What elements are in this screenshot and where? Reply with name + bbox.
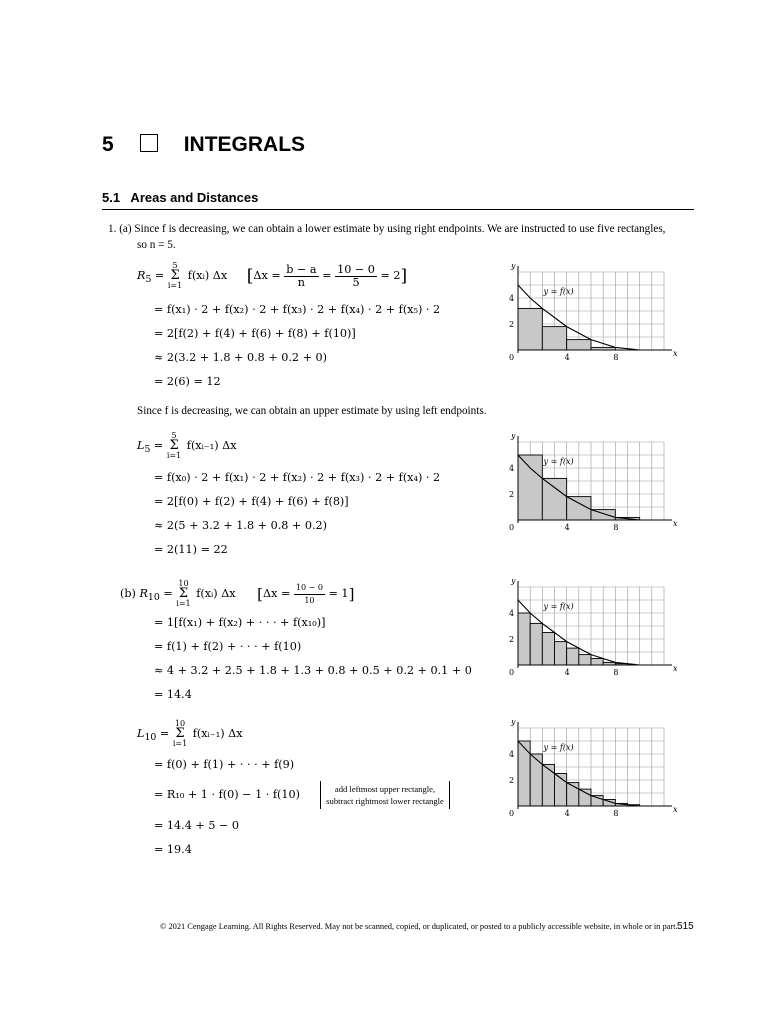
y-axis-label: y — [511, 434, 516, 440]
bar — [567, 648, 579, 665]
problem-1a-intro: 1. (a) Since f is decreasing, we can obtain a lower estimate by using right endpoints. We are instructed to use five rectangles, — [108, 223, 666, 235]
x-tick-label: 0 — [509, 668, 515, 677]
r10-step-3: ≈ 4 + 3.2 + 2.5 + 1.8 + 1.3 + 0.8 + 0.5 + 0.2 + 0.1 + 0 — [154, 664, 472, 677]
bar — [591, 659, 603, 666]
curve-label: y = f(x) — [543, 457, 574, 467]
y-tick-label: 2 — [509, 320, 515, 329]
bar — [518, 741, 530, 806]
chart-l5 — [478, 434, 678, 538]
bar — [542, 764, 554, 806]
x-tick-label: 0 — [509, 809, 515, 818]
y-axis-label: y — [511, 264, 516, 270]
chapter-title — [102, 133, 305, 157]
sigma-symbol: 5 Σ i=1 — [167, 261, 183, 290]
l10-bracket-note — [320, 781, 450, 809]
chart-r10 — [478, 579, 678, 683]
bar — [518, 613, 530, 665]
x-tick-label: 8 — [613, 668, 619, 677]
bar — [518, 455, 542, 520]
x-tick-label: 0 — [509, 523, 515, 532]
note-line-1: add leftmost upper rectangle, — [334, 784, 436, 794]
bar — [579, 789, 591, 806]
l5-step-3: ≈ 2(5 + 3.2 + 1.8 + 0.8 + 0.2) — [154, 519, 328, 532]
bar — [555, 642, 567, 665]
y-tick-label: 4 — [509, 609, 515, 618]
x-tick-label: 8 — [613, 353, 619, 362]
page-number: 515 — [677, 921, 694, 932]
l10-step-1: = f(0) + f(1) + · · · + f(9) — [154, 758, 295, 771]
curve-label: y = f(x) — [543, 287, 574, 297]
r5-definition: $R_5 = 5$ Σ i=1 f(xᵢ) Δx [Δx = $\frac{b - a}{n}$ = $\frac{10 - 0}{5}$ = 2] — [137, 261, 408, 290]
sigma-symbol: 10 Σ i=1 — [176, 579, 191, 608]
y-tick-label: 2 — [509, 490, 515, 499]
x-tick-label: 4 — [564, 523, 570, 532]
r10-step-2: = f(1) + f(2) + · · · + f(10) — [154, 640, 302, 653]
square-icon — [140, 134, 158, 152]
chapter-number: 5 — [102, 133, 114, 156]
bar — [567, 497, 591, 520]
bar — [530, 754, 542, 806]
y-axis-label: y — [511, 720, 516, 726]
l10-step-3: = 14.4 + 5 − 0 — [154, 819, 240, 832]
bar — [542, 327, 566, 350]
curve-label: y = f(x) — [543, 602, 574, 612]
l5-step-2: = 2[f(0) + f(2) + f(4) + f(6) + f(8)] — [154, 495, 349, 508]
r5-step-4: = 2(6) = 12 — [154, 375, 221, 388]
x-tick-label: 8 — [613, 809, 619, 818]
l10-definition: $L_{10} = 10$ Σ i=1 f(xᵢ₋₁) Δx — [137, 719, 243, 748]
note-line-2: subtract rightmost lower rectangle — [326, 796, 444, 806]
l10-step-4: = 19.4 — [154, 843, 192, 856]
sigma-symbol: 10 Σ i=1 — [172, 719, 188, 748]
r5-step-3: ≈ 2(3.2 + 1.8 + 0.8 + 0.2 + 0) — [154, 351, 328, 364]
l5-step-4: = 2(11) = 22 — [154, 543, 228, 556]
problem-1a-intro-cont: so n = 5. — [137, 239, 176, 251]
x-tick-label: 4 — [564, 353, 570, 362]
chart-r5 — [478, 264, 678, 368]
bar — [542, 478, 566, 520]
x-axis-label: x — [673, 519, 678, 528]
section-title: 5.1 Areas and Distances — [102, 190, 259, 205]
footer-copyright: © 2021 Cengage Learning. All Rights Reserved. May not be scanned, copied, or duplicated, or posted to a publicly accessible website, in whole or in part. — [160, 922, 678, 931]
y-tick-label: 4 — [509, 464, 515, 473]
x-axis-label: x — [673, 349, 678, 358]
x-axis-label: x — [673, 805, 678, 814]
bar — [579, 655, 591, 665]
y-tick-label: 4 — [509, 750, 515, 759]
x-tick-label: 0 — [509, 353, 515, 362]
r10-definition: (b) $R_{10} = 10$ Σ i=1 f(xᵢ) Δx [Δx = $\frac{10 - 0}{10}$ = 1] — [120, 579, 355, 608]
y-tick-label: 2 — [509, 635, 515, 644]
y-tick-label: 4 — [509, 294, 515, 303]
x-tick-label: 4 — [564, 668, 570, 677]
bar — [518, 308, 542, 350]
l5-step-1: = f(x₀) · 2 + f(x₁) · 2 + f(x₂) · 2 + f(x₃) · 2 + f(x₄) · 2 — [154, 471, 441, 484]
y-axis-label: y — [511, 579, 516, 585]
r5-step-1: = f(x₁) · 2 + f(x₂) · 2 + f(x₃) · 2 + f(x₄) · 2 + f(x₅) · 2 — [154, 303, 441, 316]
curve-label: y = f(x) — [543, 743, 574, 753]
chart-l10 — [478, 720, 678, 824]
bar — [530, 623, 542, 665]
bar — [567, 340, 591, 350]
r10-step-1: = 1[f(x₁) + f(x₂) + · · · + f(x₁₀)] — [154, 616, 326, 629]
l10-step-2: = R₁₀ + 1 · f(0) − 1 · f(10) — [154, 788, 300, 801]
l5-definition: $L_5 = 5$ Σ i=1 f(xᵢ₋₁) Δx — [137, 431, 237, 460]
x-tick-label: 4 — [564, 809, 570, 818]
x-tick-label: 8 — [613, 523, 619, 532]
r5-step-2: = 2[f(2) + f(4) + f(6) + f(8) + f(10)] — [154, 327, 356, 340]
bar — [542, 633, 554, 666]
y-tick-label: 2 — [509, 776, 515, 785]
section-rule — [102, 209, 694, 210]
chapter-name: INTEGRALS — [183, 133, 306, 156]
problem-1a-mid-text: Since f is decreasing, we can obtain an upper estimate by using left endpoints. — [137, 405, 487, 417]
r10-step-4: = 14.4 — [154, 688, 192, 701]
sigma-symbol: 5 Σ i=1 — [166, 431, 182, 460]
x-axis-label: x — [673, 664, 678, 673]
